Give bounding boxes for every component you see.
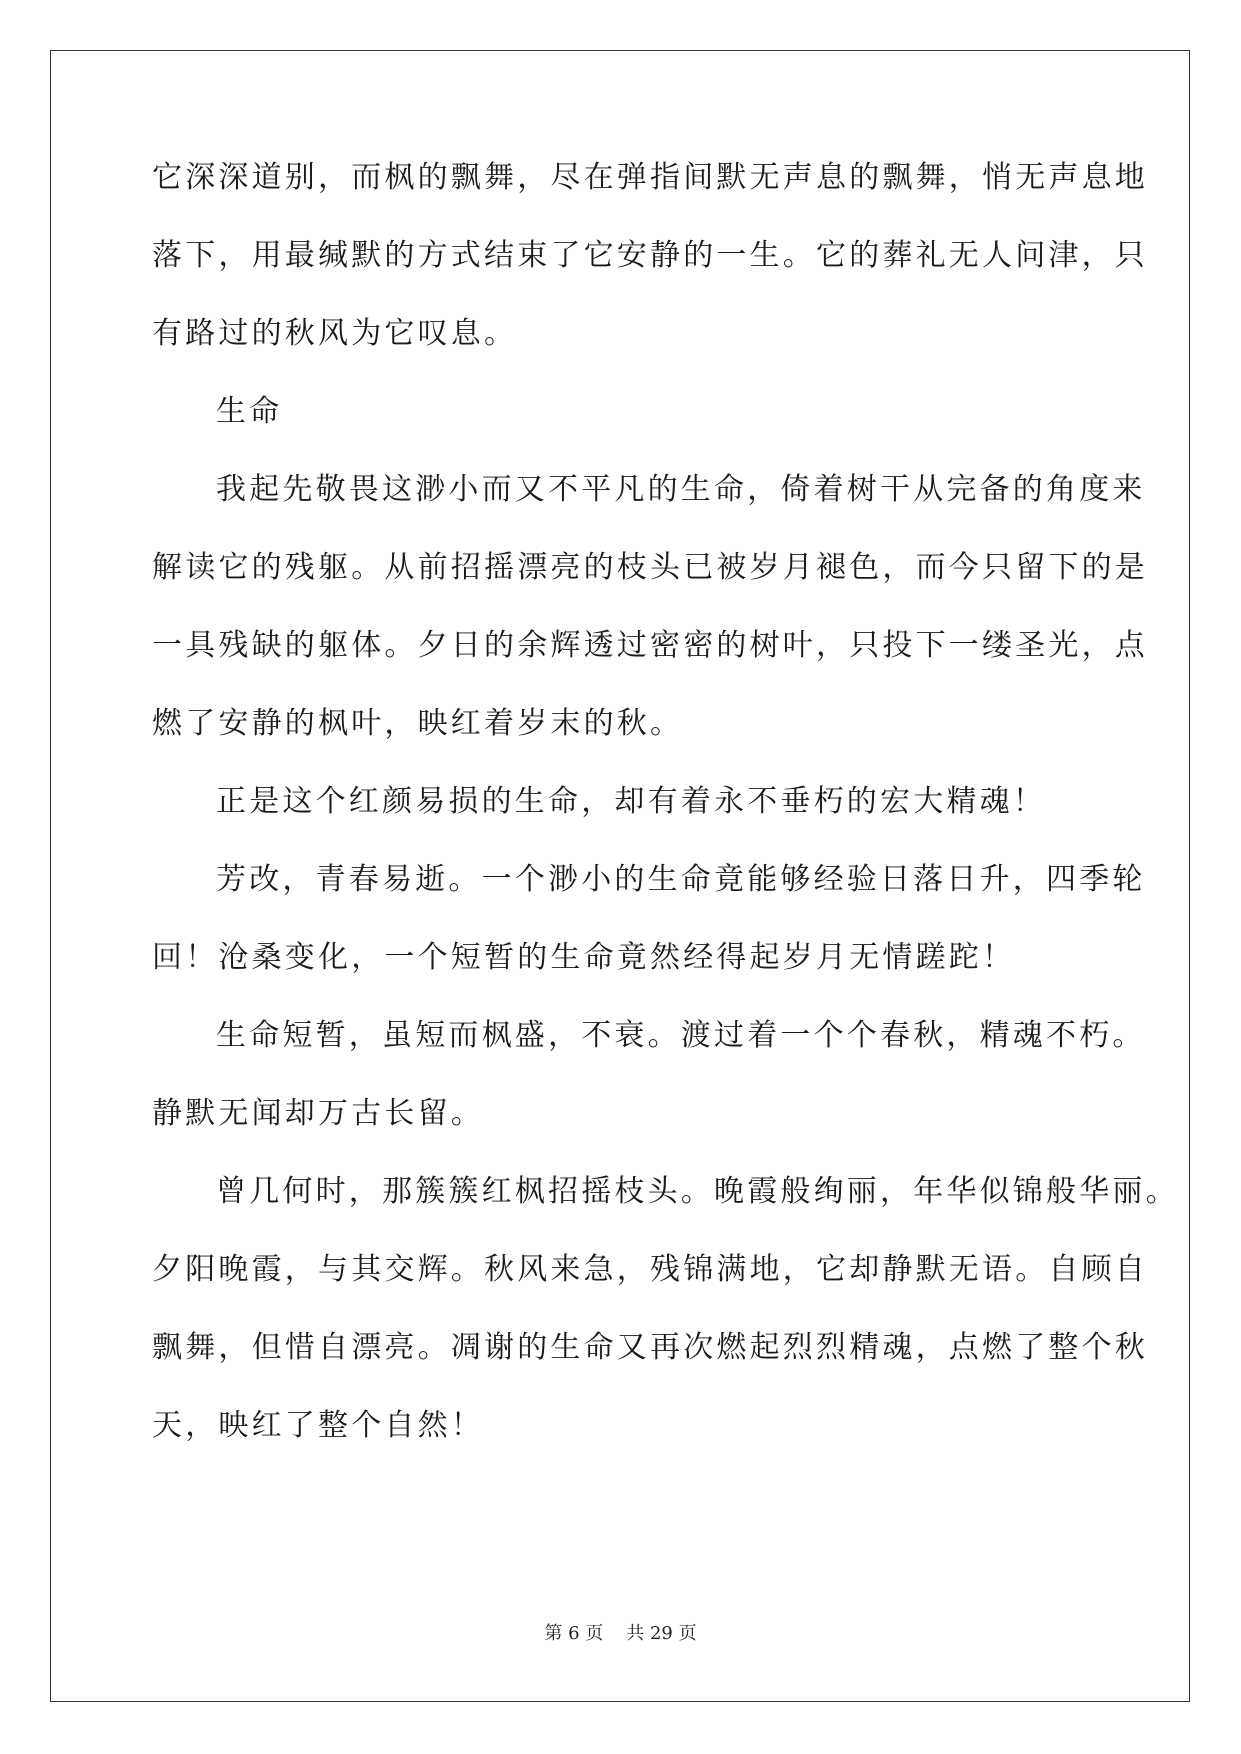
text-line: 飘舞，但惜自漂亮。凋谢的生命又再次燃起烈烈精魂，点燃了整个秋	[152, 1330, 1148, 1365]
text-line: 我起先敬畏这渺小而又不平凡的生命，倚着树干从完备的角度来	[216, 472, 1146, 507]
text-line: 燃了安静的枫叶，映红着岁末的秋。	[152, 706, 684, 741]
page-number: 第 6 页	[544, 1623, 604, 1644]
document-body	[152, 158, 1179, 1446]
text-line: 天，映红了整个自然！	[152, 1408, 484, 1443]
text-line: 曾几何时，那簇簇红枫招摇枝头。晚霞般绚丽，年华似锦般华丽。	[216, 1174, 1179, 1209]
text-line: 生命短暂，虽短而枫盛，不衰。渡过着一个个春秋，精魂不朽。	[216, 1018, 1146, 1053]
text-line: 一具残缺的躯体。夕日的余辉透过密密的树叶，只投下一缕圣光，点	[152, 628, 1148, 663]
page-total: 共 29 页	[626, 1623, 697, 1644]
text-line: 落下，用最缄默的方式结束了它安静的一生。它的葬礼无人问津，只	[152, 238, 1148, 273]
page-footer	[0, 1623, 1241, 1645]
text-line: 回！沧桑变化，一个短暂的生命竟然经得起岁月无情蹉跎！	[152, 940, 1016, 975]
text-line: 夕阳晚霞，与其交辉。秋风来急，残锦满地，它却静默无语。自顾自	[152, 1252, 1148, 1287]
text-line: 有路过的秋风为它叹息。	[152, 316, 518, 351]
text-line: 解读它的残躯。从前招摇漂亮的枝头已被岁月褪色，而今只留下的是	[152, 550, 1148, 585]
text-line: 正是这个红颜易损的生命，却有着永不垂朽的宏大精魂！	[216, 784, 1046, 819]
text-line: 静默无闻却万古长留。	[152, 1096, 484, 1131]
text-line: 它深深道别，而枫的飘舞，尽在弹指间默无声息的飘舞，悄无声息地	[152, 160, 1148, 195]
section-heading: 生命	[216, 394, 283, 429]
text-line: 芳改，青春易逝。一个渺小的生命竟能够经验日落日升，四季轮	[216, 862, 1146, 897]
